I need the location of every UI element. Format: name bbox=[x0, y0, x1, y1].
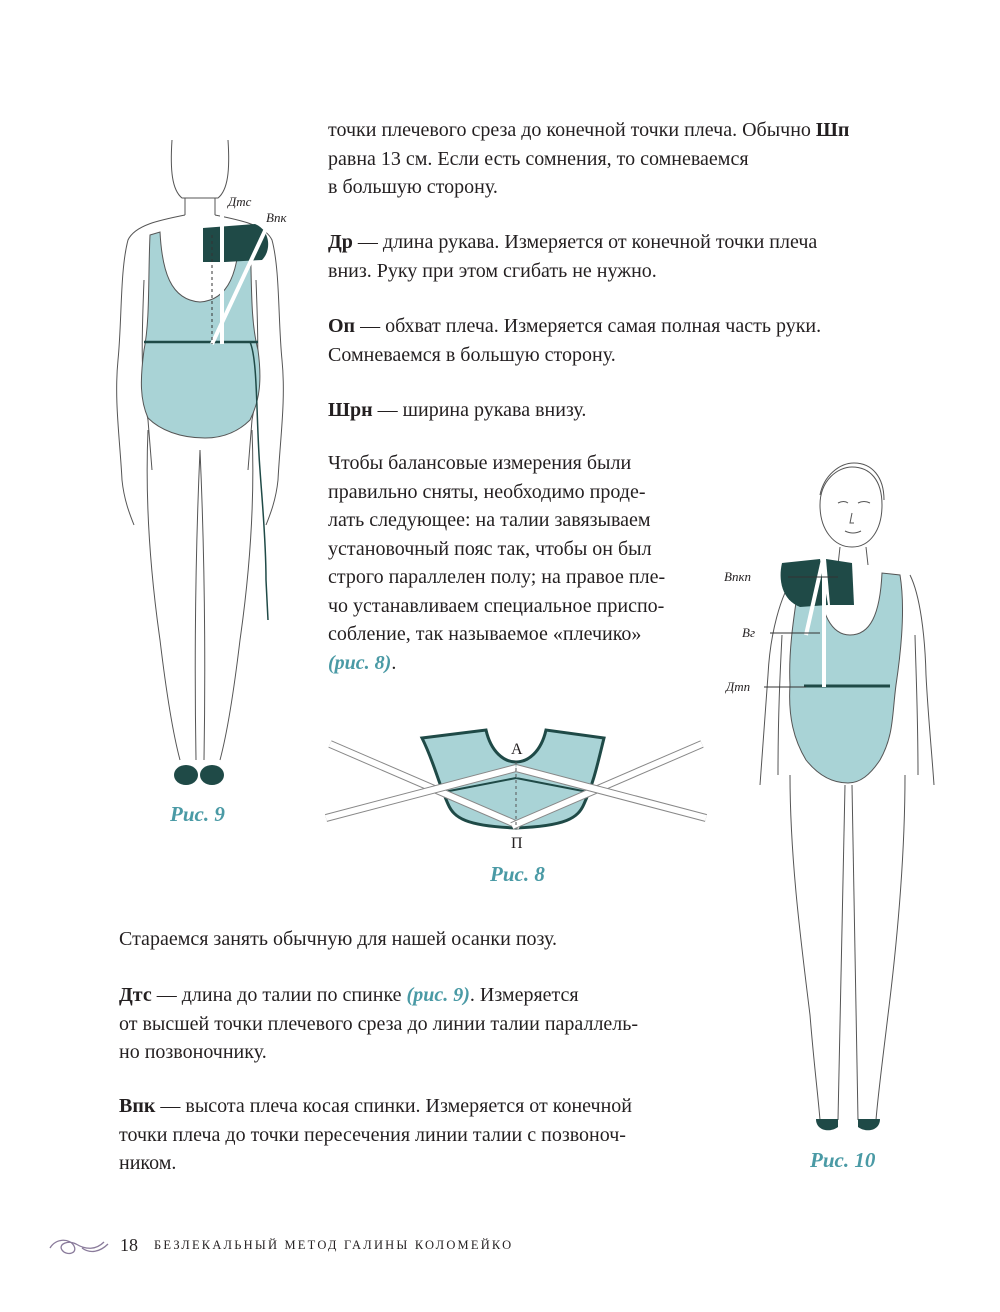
text-line: правильно сняты, необходимо проде- bbox=[328, 480, 646, 503]
paragraph-shoulder-girth bbox=[328, 312, 821, 369]
ornament-icon bbox=[46, 1234, 112, 1256]
text-line: — длина рукава. Измеряется от конечной точки плеча bbox=[352, 231, 818, 253]
text-line: ником. bbox=[119, 1152, 177, 1174]
caption-fig-8: Рис. 8 bbox=[490, 862, 545, 886]
paragraph-shoulder-slope-height bbox=[119, 1092, 632, 1178]
text-line: — обхват плеча. Измеряется самая полная часть руки. bbox=[355, 315, 822, 337]
text-line: равна 13 см. Если есть сомнения, то сомневаемся bbox=[328, 147, 749, 170]
text-line: вниз. Руку при этом сгибать не нужно. bbox=[328, 259, 657, 282]
shoe-right bbox=[858, 1119, 880, 1130]
text-line: чо устанавливаем специальное приспо- bbox=[328, 594, 665, 617]
label-vg: Вг bbox=[742, 625, 756, 640]
page-footer bbox=[46, 1232, 513, 1258]
text-line: — длина до талии по спинке bbox=[151, 984, 407, 1006]
text-line: строго параллелен полу; на правое пле- bbox=[328, 566, 666, 588]
book-title: БЕЗЛЕКАЛЬНЫЙ МЕТОД ГАЛИНЫ КОЛОМЕЙКО bbox=[154, 1237, 514, 1252]
term-shp: Шп bbox=[815, 119, 850, 141]
label-dtp: Дтп bbox=[726, 679, 751, 694]
label-dts: Дтс bbox=[228, 194, 252, 209]
text-line: собление, так называемое «плечико» bbox=[328, 623, 642, 645]
shoe-left bbox=[816, 1119, 838, 1130]
shoe-right bbox=[200, 765, 224, 785]
term-dts: Дтс bbox=[119, 984, 152, 1006]
text-line: установочный пояс так, чтобы он был bbox=[328, 537, 652, 560]
caption-fig-9: Рис. 9 bbox=[170, 802, 225, 826]
text-end: . bbox=[391, 651, 397, 674]
text-line: Сомневаемся в большую сторону. bbox=[328, 343, 616, 366]
term-vpk: Впк bbox=[119, 1095, 156, 1117]
figure-10-front-view bbox=[720, 455, 950, 1145]
text-line: — ширина рукава внизу. bbox=[372, 399, 587, 421]
text-line: в большую сторону. bbox=[328, 176, 498, 198]
paragraph-sleeve-width bbox=[328, 396, 586, 425]
paragraph-balance-measurements bbox=[328, 449, 665, 677]
text-line: лать следующее: на талии завязываем bbox=[328, 509, 651, 531]
figure-reference-9[interactable]: (рис. 9) bbox=[406, 984, 470, 1006]
figure-8-shoulder-device bbox=[326, 722, 706, 852]
label-a: А bbox=[511, 741, 523, 758]
text-line: Чтобы балансовые измерения были bbox=[328, 452, 632, 474]
text-line: . Измеряется bbox=[469, 984, 579, 1006]
label-vpkp: Впкп bbox=[724, 569, 752, 584]
label-vpk: Впк bbox=[266, 210, 287, 225]
paragraph-posture bbox=[119, 925, 557, 954]
term-shrn: Шрн bbox=[328, 399, 373, 421]
figure-9-back-view bbox=[100, 120, 320, 800]
label-p: П bbox=[511, 835, 523, 852]
paragraph-shoulder-width bbox=[328, 116, 849, 202]
text-line: точки плеча до точки пересечения линии талии с позвоноч- bbox=[119, 1123, 626, 1146]
caption-fig-10: Рис. 10 bbox=[810, 1148, 876, 1172]
term-op: Оп bbox=[328, 315, 356, 337]
text-line: но позвоночнику. bbox=[119, 1041, 267, 1063]
figure-reference-8[interactable]: (рис. 8) bbox=[328, 651, 392, 674]
bodysuit-back bbox=[141, 232, 260, 438]
term-dr: Др bbox=[328, 231, 353, 253]
text-line: от высшей точки плечевого среза до линии талии параллель- bbox=[119, 1012, 639, 1035]
page-number: 18 bbox=[120, 1234, 138, 1255]
shoe-left bbox=[174, 765, 198, 785]
text-line: — высота плеча косая спинки. Измеряется от конечной bbox=[155, 1095, 633, 1117]
paragraph-back-waist-length bbox=[119, 981, 638, 1067]
paragraph-sleeve-length bbox=[328, 228, 817, 285]
text-line: точки плечевого среза до конечной точки плеча. Обычно bbox=[328, 119, 816, 141]
text-line: Стараемся занять обычную для нашей осанки позу. bbox=[119, 928, 557, 950]
